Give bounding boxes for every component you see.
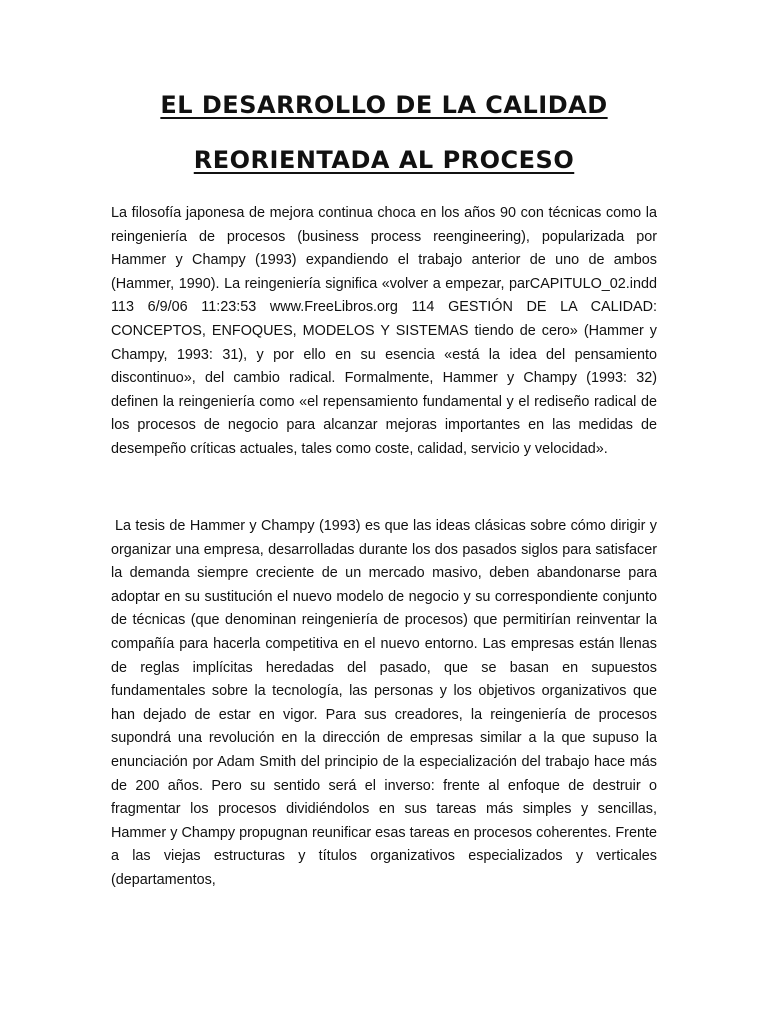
document-title-line-2 <box>0 147 768 173</box>
title-line-1-text: EL DESARROLLO DE LA CALIDAD <box>160 91 608 119</box>
paragraph-2: La tesis de Hammer y Champy (1993) es que las ideas clásicas sobre cómo dirigir y organizar una empresa, desarrolladas durante los dos pasados siglos para satisfacer la demanda siempre creciente de un mercado masivo, deben abandonarse para adoptar en su sustitución el nuevo modelo de negocio y su correspondiente conjunto de técnicas (que denominan reingeniería de procesos) que permitirían reinventar la compañía para hacerla competitiva en el nuevo entorno. Las empresas están llenas de reglas implícitas heredadas del pasado, que se basan en supuestos fundamentales sobre la tecnología, las personas y los objetivos organizativos que han dejado de estar en vigor. Para sus creadores, la reingeniería de procesos supondrá una revolución en la dirección de empresas similar a la que supuso la enunciación por Adam Smith del principio de la especialización del trabajo hace más de 200 años. Pero su sentido será el inverso: frente al enfoque de destruir o fragmentar los procesos dividiéndolos en sus tareas más simples y sencillas, Hammer y Champy propugnan reunificar esas tareas en procesos coherentes. Frente a las viejas estructuras y títulos organizativos especializados y verticales (departamentos, <box>111 518 657 888</box>
document-title-line-1 <box>0 92 768 118</box>
paragraph-1: La filosofía japonesa de mejora continua choca en los años 90 con técnicas como la reingeniería de procesos (business process reengineering), popularizada por Hammer y Champy (1993) expandiendo el trabajo anterior de uno de ambos (Hammer, 1990). La reingeniería significa «volver a empezar, parCAPITULO_02.indd 113 6/9/06 11:23:53 www.FreeLibros.org 114 GESTIÓN DE LA CALIDAD: CONCEPTOS, ENFOQUES, MODELOS Y SISTEMAS tiendo de cero» (Hammer y Champy, 1993: 31), y por ello en su esencia «está la idea del pensamiento discontinuo», del cambio radical. Formalmente, Hammer y Champy (1993: 32) definen la reingeniería como «el repensamiento fundamental y el rediseño radical de los procesos de negocio para alcanzar mejoras importantes en las medidas de desempeño críticas actuales, tales como coste, calidad, servicio y velocidad». <box>111 205 657 457</box>
title-line-2-text: REORIENTADA AL PROCESO <box>193 146 575 174</box>
